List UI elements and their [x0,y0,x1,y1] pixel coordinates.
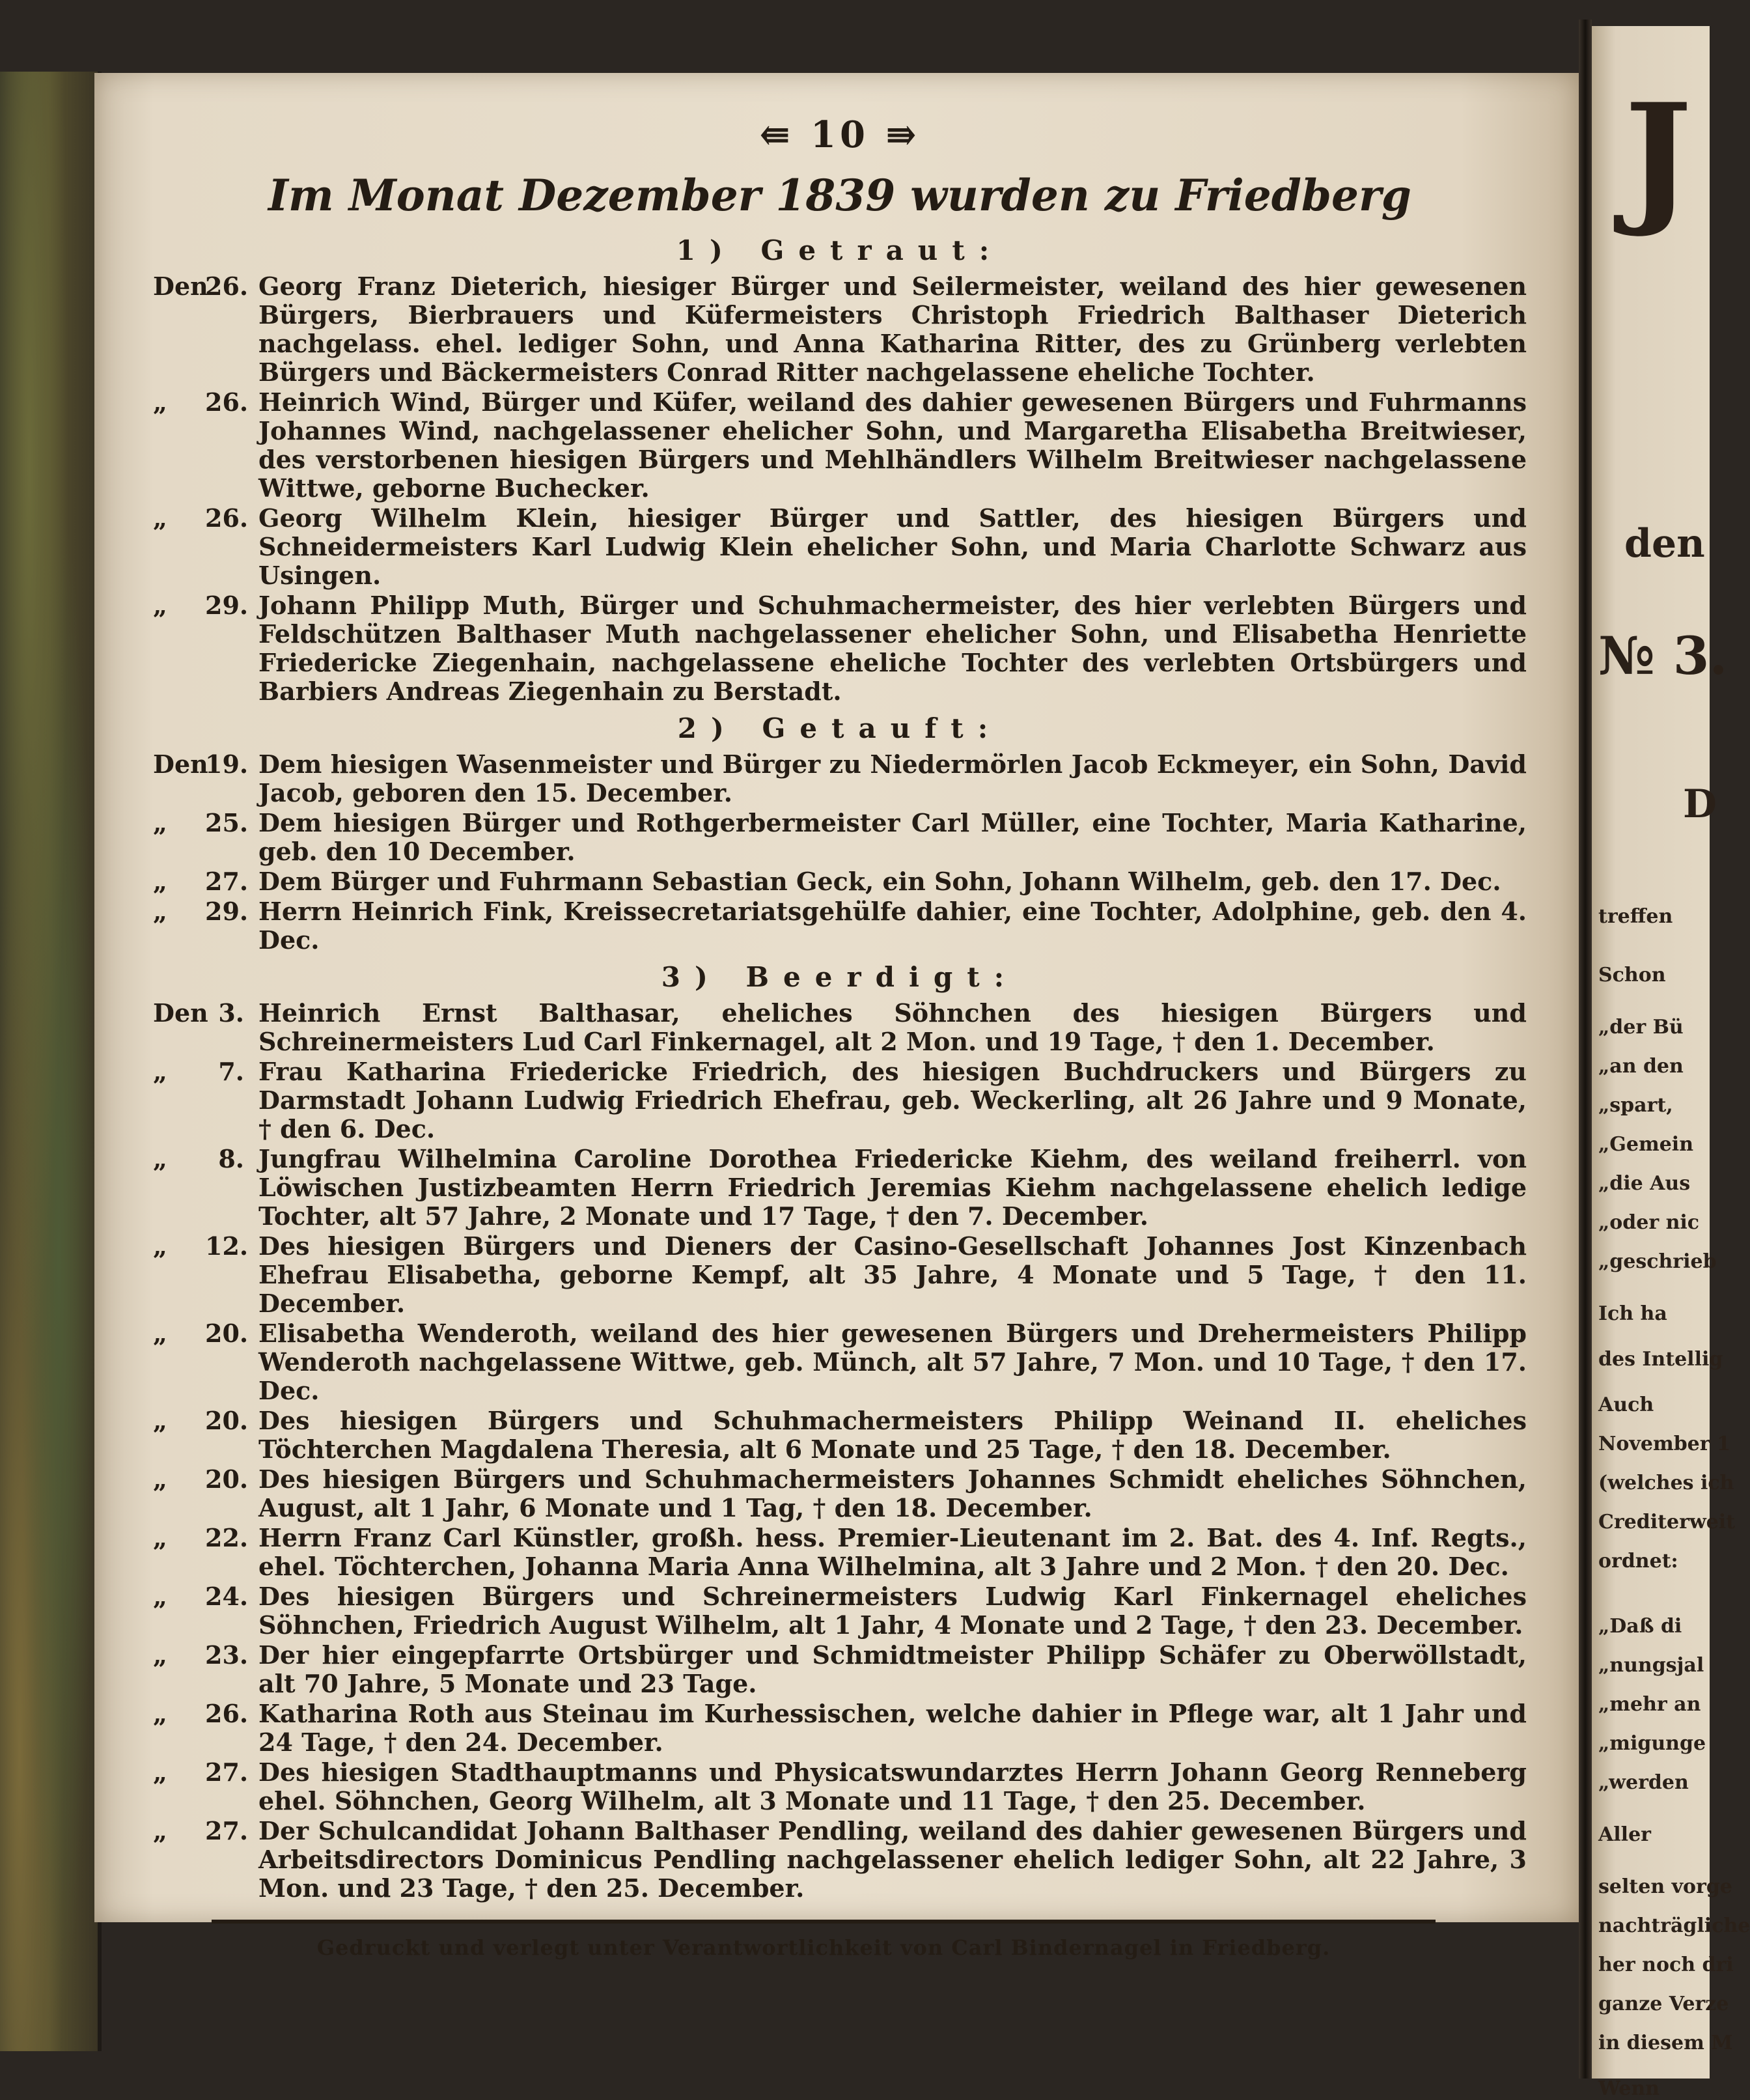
entry-prefix: „ [153,387,167,417]
register-entry [153,1641,1527,1698]
right-page-text-fragment: Aller [1598,1823,1651,1846]
right-page-text-fragment: Crediterweit [1598,1511,1736,1533]
entry-prefix: „ [153,503,167,533]
right-page-big-letter: J [1624,72,1693,240]
entry-prefix: „ [153,1757,167,1787]
entry-day: 19. [205,749,249,779]
register-entry [153,504,1527,590]
entry-prefix: „ [153,867,167,896]
right-page-text-fragment: November 1 [1598,1433,1730,1455]
entry-day: 3. [218,998,244,1028]
register-entry [153,897,1527,955]
imprint: Gedruckt und verlegt unter Verantwortlichkeit von Carl Bindernagel in Friedberg. [316,1935,1331,1960]
entry-text: Des hiesigen Bürgers und Schuhmachermeisters Philipp Weinand II. eheliches Töchterchen Magdalena Theresia, alt 6 Monate und 25 Tage, † den 18. December. [258,1406,1527,1464]
ornament-left: ⇚ [759,113,794,156]
entry-prefix: „ [153,1057,167,1086]
right-page-text-fragment: „der Bü [1598,1016,1684,1039]
entry-day: 26. [205,503,249,533]
entry-day: 27. [205,867,249,896]
right-page-text-fragment: „an den [1598,1055,1684,1078]
entry-text: Katharina Roth aus Steinau im Kurhessischen, welche dahier in Pflege war, alt 1 Jahr und 24 Tage, † den 24. December. [258,1699,1527,1757]
page-content [153,112,1527,1960]
right-page-text-fragment: „die Aus [1598,1172,1691,1195]
page-number-line [153,112,1527,158]
right-page-text-fragment: Ich ha [1598,1302,1667,1325]
sections-container [153,232,1527,1903]
entry-prefix: „ [153,1319,167,1348]
entry-prefix: „ [153,1640,167,1670]
section-heading: 2) Getauft: [677,712,1003,744]
right-page-text-fragment: „spart, [1598,1094,1673,1117]
right-page-text-fragment: ordnet: [1598,1550,1678,1573]
entry-day: 12. [205,1231,249,1261]
register-entry [153,750,1527,807]
right-page-text-fragment: D [1683,781,1717,827]
entry-prefix: „ [153,897,167,926]
right-page-text-fragment: ganze Verze [1598,1993,1729,2015]
register-entry [153,1407,1527,1464]
entry-text: Dem Bürger und Fuhrmann Sebastian Geck, ein Sohn, Johann Wilhelm, geb. den 17. Dec. [258,867,1501,896]
right-page-text-fragment: „werden [1598,1771,1689,1794]
right-page-text-fragment: „Daß di [1598,1615,1682,1638]
entry-day: 26. [205,387,249,417]
entry-day: 8. [218,1144,244,1173]
entry-prefix: „ [153,1406,167,1435]
entry-text: Jungfrau Wilhelmina Caroline Dorothea Friedericke Kiehm, des weiland freiherrl. von Löwischen Justizbeamten Herrn Friedrich Jeremias Kiehm nachgelassene ehelich ledige Tochter, alt 57 Jahre, 2 Monate und 17 Tage, † den 7. December. [258,1144,1527,1231]
register-entry [153,272,1527,387]
right-page-text-fragment: Wenn [1598,2077,1660,2100]
register-entry [153,1700,1527,1757]
right-page-text-fragment: „mehr an [1598,1693,1701,1716]
entry-prefix: „ [153,808,167,837]
entry-prefix: Den [153,998,208,1028]
register-entry [153,867,1527,896]
entry-day: 27. [205,1816,249,1845]
entry-text: Herrn Franz Carl Künstler, großh. hess. Premier-Lieutenant im 2. Bat. des 4. Inf. Regts., ehel. Töchterchen, Johanna Maria Anna Wilhelmina, alt 3 Jahre und 2 Mon. † den 20. Dec. [258,1523,1527,1581]
entry-text: Des hiesigen Bürgers und Dieners der Casino-Gesellschaft Johannes Jost Kinzenbach Ehefrau Elisabetha, geborne Kempf, alt 35 Jahre, 4 Monate und 5 Tage, † den 11. December. [258,1231,1527,1318]
register-entry [153,388,1527,503]
document-page [94,73,1579,1960]
register-entry [153,809,1527,866]
entry-text: Herrn Heinrich Fink, Kreissecretariatsgehülfe dahier, eine Tochter, Adolphine, geb. den 4. Dec. [258,897,1527,955]
entry-text: Georg Franz Dieterich, hiesiger Bürger und Seilermeister, weiland des hier gewesenen Bürgers, Bierbrauers und Küfermeisters Christoph Friedrich Balthaser Dieterich nachgelass. ehel. lediger Sohn, und Anna Katharina Ritter, des zu Grünberg verlebten Bürgers und Bäckermeisters Conrad Ritter nachgelassene eheliche Tochter. [258,272,1527,387]
register-entry [153,1319,1527,1405]
entry-day: 25. [205,808,249,837]
section-heading: 3) Beerdigt: [661,961,1019,993]
entry-text: Johann Philipp Muth, Bürger und Schuhmachermeister, des hier verlebten Bürgers und Feldschützen Balthaser Muth nachgelassener ehelicher Sohn, und Elisabetha Henriette Friedericke Ziegenhain, nachgelassene eheliche Tochter des verlebten Ortsbürgers und Barbiers Andreas Ziegenhain zu Berstadt. [258,591,1527,706]
entry-day: 23. [205,1640,249,1670]
page-number: 10 [811,113,869,156]
section-heading: 1) Getraut: [676,234,1004,266]
right-page-text-fragment: Auch [1598,1393,1654,1416]
entry-prefix: Den [153,272,208,301]
right-page-text-fragment: her noch dri [1598,1953,1734,1976]
right-page-text-fragment: den [1624,521,1705,567]
right-page-text-fragment: in diesem M [1598,2032,1733,2054]
page-title: Im Monat Dezember 1839 wurden zu Friedberg [268,170,1411,221]
entry-prefix: Den [153,749,208,779]
register-entry [153,591,1527,706]
entry-prefix: „ [153,1523,167,1552]
entry-day: 20. [205,1464,249,1494]
entry-day: 29. [205,591,249,620]
entry-prefix: „ [153,591,167,620]
right-page-text-fragment: „Gemein [1598,1133,1694,1156]
entry-text: Frau Katharina Friedericke Friedrich, des hiesigen Buchdruckers und Bürgers zu Darmstadt Johann Ludwig Friedrich Ehefrau, geb. Weckerling, alt 26 Jahre und 9 Monate, † den 6. Dec. [258,1057,1527,1143]
entry-day: 26. [205,272,249,301]
register-entry [153,1057,1527,1143]
register-entry [153,1758,1527,1815]
entry-day: 20. [205,1406,249,1435]
right-page-text-fragment: Schon [1598,964,1666,987]
right-page-text-fragment: treffen [1598,905,1673,928]
register-entry [153,1524,1527,1581]
right-page-text-fragment: „geschrieb [1598,1250,1717,1273]
entry-day: 24. [205,1582,249,1611]
register-entry [153,1145,1527,1231]
entry-text: Der hier eingepfarrte Ortsbürger und Schmidtmeister Philipp Schäfer zu Oberwöllstadt, alt 70 Jahre, 5 Monate und 23 Tage. [258,1640,1527,1698]
right-page-text-fragment: „nungsjal [1598,1654,1704,1677]
right-page-text-fragment: „migunge [1598,1732,1706,1755]
entry-prefix: „ [153,1464,167,1494]
register-entry [153,1817,1527,1903]
entry-prefix: „ [153,1582,167,1611]
entry-text: Des hiesigen Stadthauptmanns und Physicatswundarztes Herrn Johann Georg Renneberg ehel. Söhnchen, Georg Wilhelm, alt 3 Monate und 11 Tage, † den 25. December. [258,1757,1527,1815]
marbled-book-cover-edge [0,72,102,2051]
entry-day: 22. [205,1523,249,1552]
entry-text: Georg Wilhelm Klein, hiesiger Bürger und Sattler, des hiesigen Bürgers und Schneidermeisters Karl Ludwig Klein ehelicher Sohn, und Maria Charlotte Schwarz aus Usingen. [258,503,1527,590]
book-gutter [1579,20,1592,2079]
entry-day: 20. [205,1319,249,1348]
entry-text: Des hiesigen Bürgers und Schuhmachermeisters Johannes Schmidt eheliches Söhnchen, August, alt 1 Jahr, 6 Monate und 1 Tag, † den 18. December. [258,1464,1527,1522]
entry-day: 27. [205,1757,249,1787]
register-entry [153,999,1527,1056]
right-page-text-fragment: (welches ich [1598,1472,1734,1494]
right-page-text-fragment: „oder nic [1598,1211,1700,1234]
right-facing-page [1592,26,1750,2100]
bottom-rule [212,1920,1436,1924]
right-page-text-fragment: selten vorge [1598,1875,1732,1898]
register-entry [153,1232,1527,1318]
register-entry [153,1582,1527,1640]
register-entry [153,1465,1527,1522]
entry-text: Elisabetha Wenderoth, weiland des hier gewesenen Bürgers und Drehermeisters Philipp Wenderoth nachgelassene Wittwe, geb. Münch, alt 57 Jahre, 7 Mon. und 10 Tage, † den 17. Dec. [258,1319,1527,1405]
entry-text: Der Schulcandidat Johann Balthaser Pendling, weiland des dahier gewesenen Bürgers und Arbeitsdirectors Dominicus Pendling nachgelassener ehelich lediger Sohn, alt 22 Jahre, 3 Mon. und 23 Tage, † den 25. December. [258,1816,1527,1903]
entry-day: 7. [218,1057,244,1086]
right-page-text-fragment: nachträgliche [1598,1914,1750,1937]
entry-prefix: „ [153,1816,167,1845]
entry-text: Dem hiesigen Bürger und Rothgerbermeister Carl Müller, eine Tochter, Maria Katharine, geb. den 10 December. [258,808,1527,866]
right-page-text-fragment: № 3. [1598,625,1728,686]
entry-prefix: „ [153,1144,167,1173]
entry-day: 29. [205,897,249,926]
entry-text: Des hiesigen Bürgers und Schreinermeisters Ludwig Karl Finkernagel eheliches Söhnchen, Friedrich August Wilhelm, alt 1 Jahr, 4 Monate und 2 Tage, † den 23. December. [258,1582,1527,1640]
entry-text: Heinrich Ernst Balthasar, eheliches Söhnchen des hiesigen Bürgers und Schreinermeisters Lud Carl Finkernagel, alt 2 Mon. und 19 Tage, † den 1. December. [258,998,1527,1056]
right-page-text-fragment: des Intellig [1598,1348,1723,1371]
ornament-right: ⇛ [885,113,921,156]
entry-day: 26. [205,1699,249,1728]
entry-prefix: „ [153,1699,167,1728]
entry-text: Dem hiesigen Wasenmeister und Bürger zu Niedermörlen Jacob Eckmeyer, ein Sohn, David Jacob, geboren den 15. December. [258,749,1527,807]
entry-text: Heinrich Wind, Bürger und Küfer, weiland des dahier gewesenen Bürgers und Fuhrmanns Johannes Wind, nachgelassener ehelicher Sohn, und Margaretha Elisabetha Breitwieser, des verstorbenen hiesigen Bürgers und Mehlhändlers Wilhelm Breitwieser nachgelassene Wittwe, geborne Buchecker. [258,387,1527,503]
entry-prefix: „ [153,1231,167,1261]
